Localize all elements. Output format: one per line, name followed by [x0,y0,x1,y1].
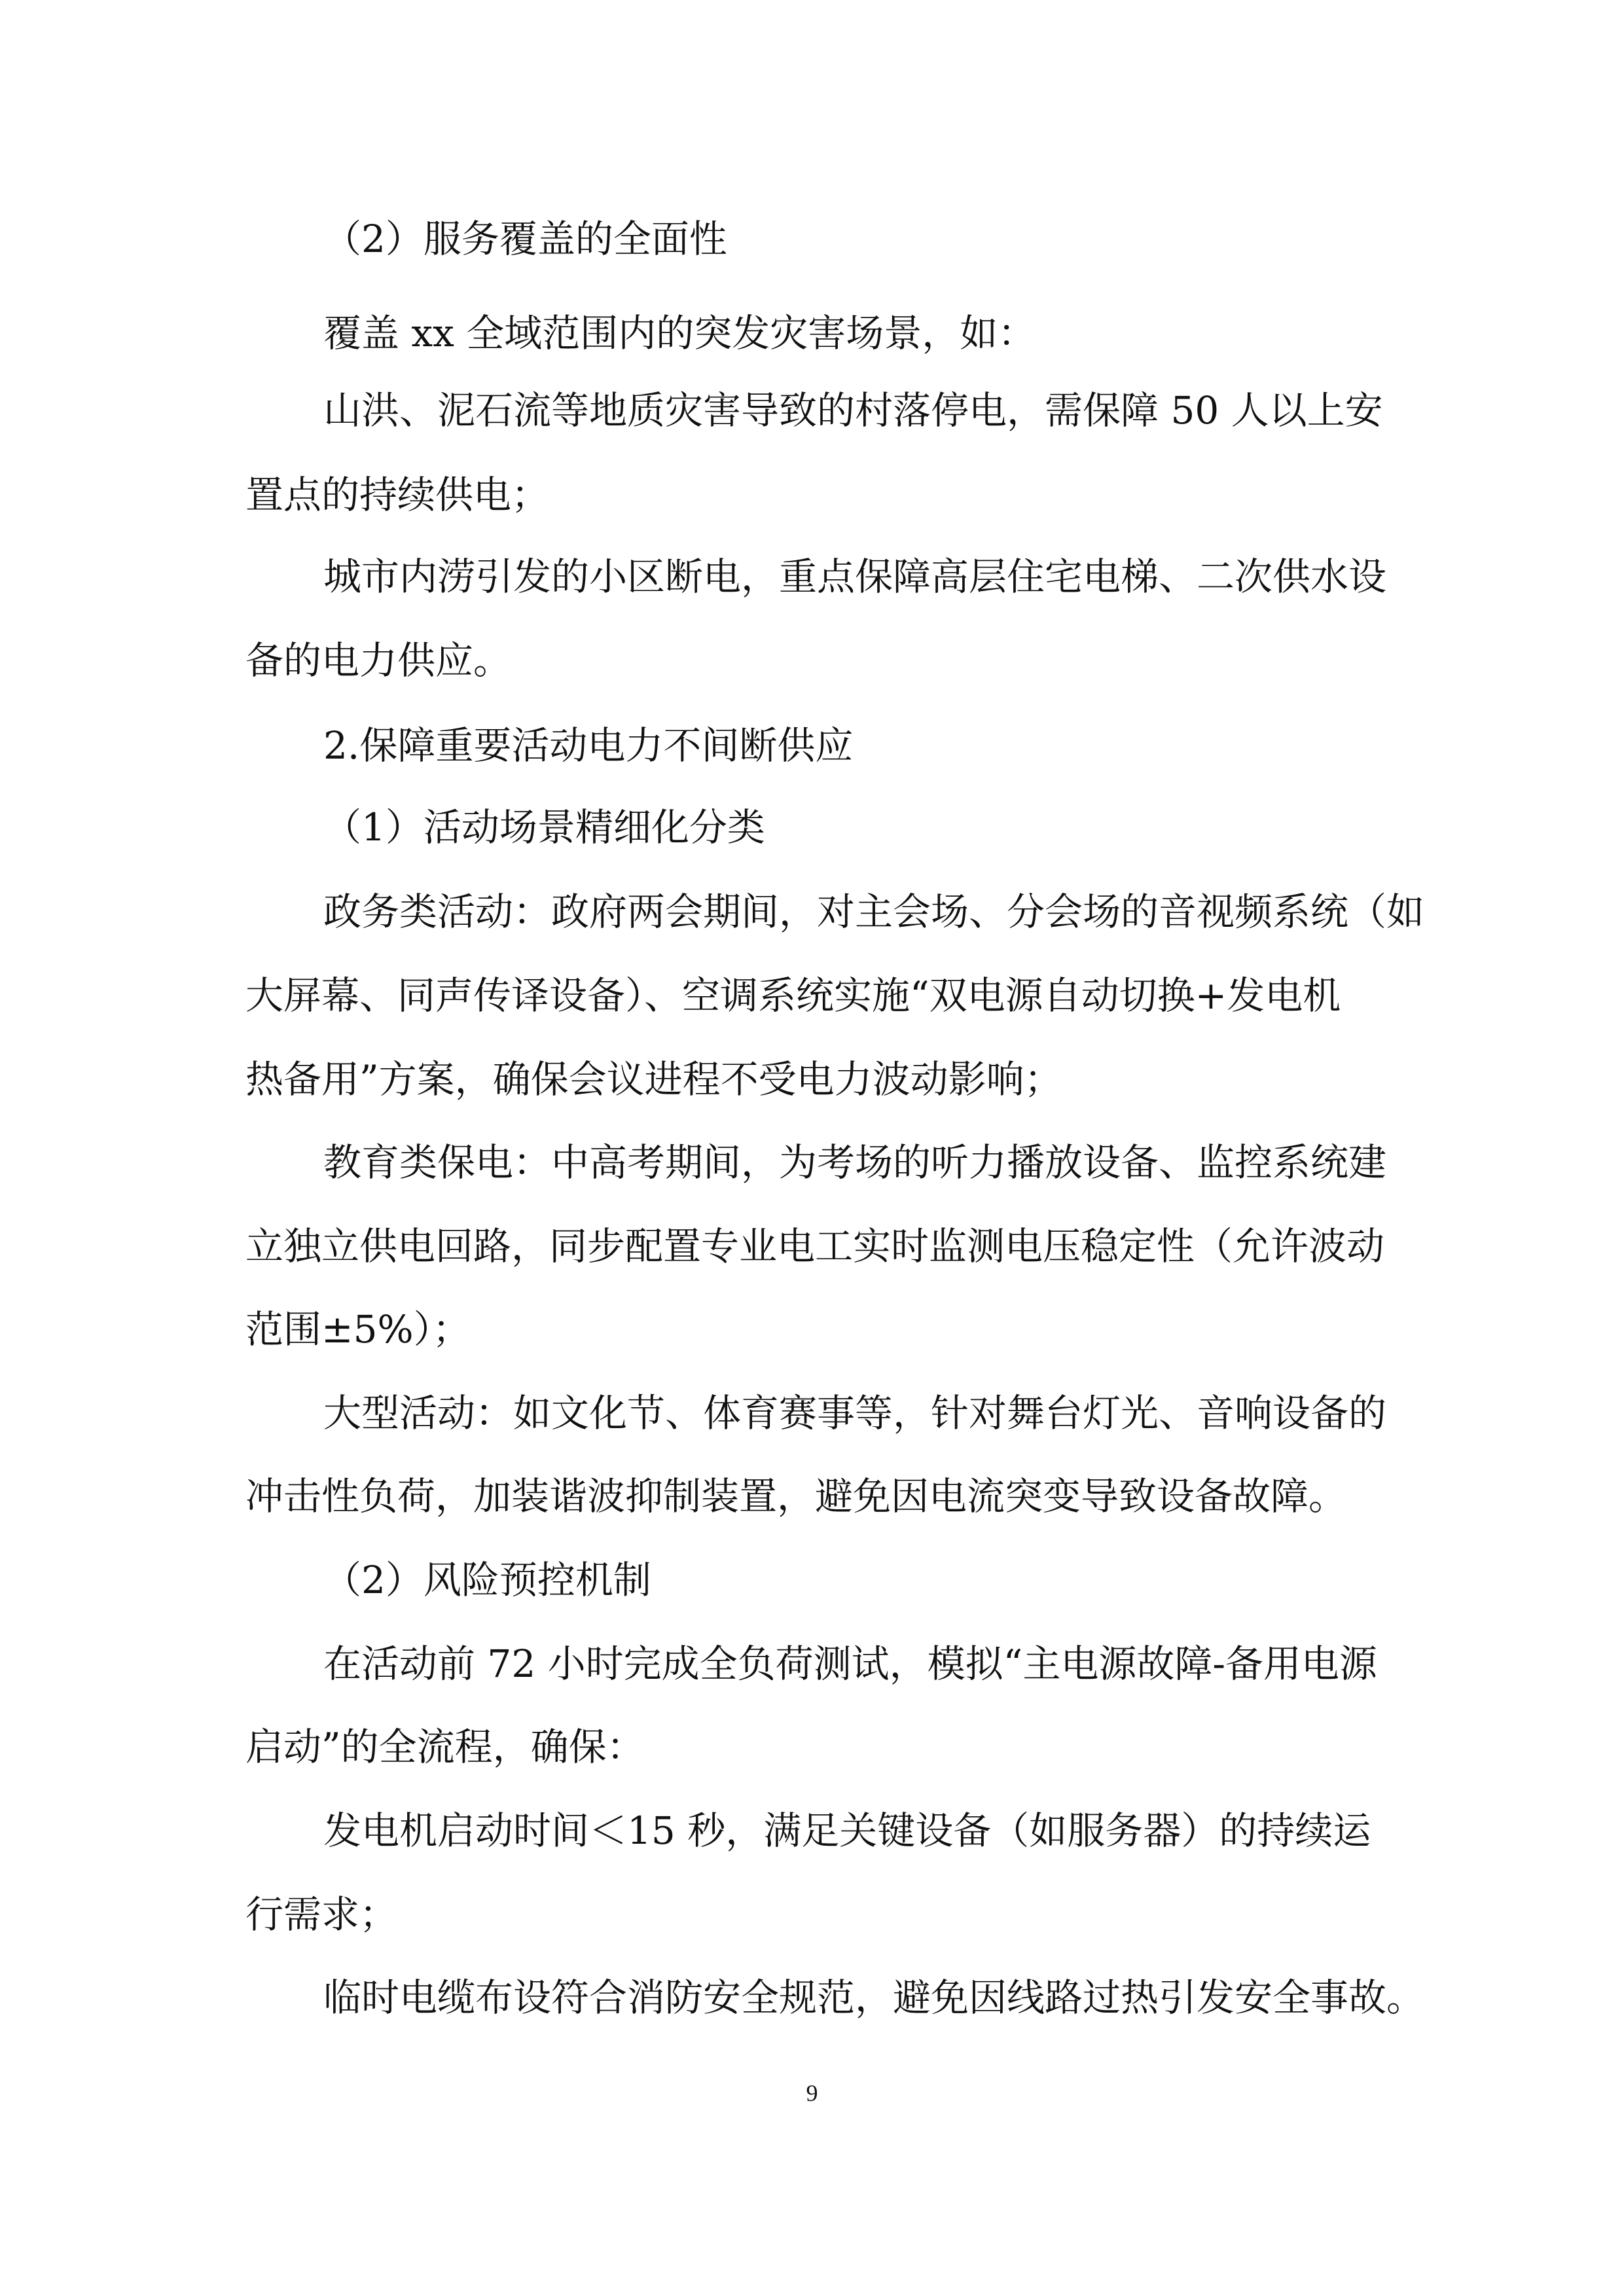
paragraph-line: 山洪、泥石流等地质灾害导致的村落停电，需保障 50 人以上安 [323,388,1383,433]
paragraph-line: 城市内涝引发的小区断电，重点保障高层住宅电梯、二次供水设 [323,554,1387,599]
subheading-event-classification: （1）活动场景精细化分类 [323,805,765,850]
paragraph-line: 立独立供电回路，同步配置专业电工实时监测电压稳定性（允许波动 [245,1224,1385,1268]
paragraph-line: 在活动前 72 小时完成全负荷测试，模拟“主电源故障-备用电源 [323,1641,1377,1686]
paragraph-line: 范围±5%）； [245,1307,471,1352]
paragraph-line: 热备用”方案，确保会议进程不受电力波动影响； [245,1057,1062,1102]
paragraph-line: 临时电缆布设符合消防安全规范，避免因线路过热引发安全事故。 [323,1975,1425,2020]
paragraph-line: 政务类活动：政府两会期间，对主会场、分会场的音视频系统（如 [323,889,1425,934]
paragraph-line: 备的电力供应。 [245,638,512,683]
paragraph-line: 发电机启动时间＜15 秒，满足关键设备（如服务器）的持续运 [323,1808,1371,1853]
paragraph-line: 冲击性负荷，加装谐波抑制装置，避免因电流突变导致设备故障。 [245,1474,1347,1518]
page-number: 9 [806,2080,818,2106]
paragraph-line: 置点的持续供电； [245,473,550,517]
subheading-risk-control: （2）风险预控机制 [323,1558,651,1602]
paragraph-line: 覆盖 xx 全域范围内的突发灾害场景，如： [323,311,1036,355]
paragraph-line: 大屏幕、同声传译设备）、空调系统实施“双电源自动切换+发电机 [245,973,1341,1018]
paragraph-line: 教育类保电：中高考期间，为考场的听力播放设备、监控系统建 [323,1140,1387,1185]
paragraph-line: 启动”的全流程，确保： [245,1725,645,1769]
section-heading-important-events: 2.保障重要活动电力不间断供应 [323,723,854,768]
paragraph-line: 行需求； [245,1892,398,1937]
subheading-service-coverage: （2）服务覆盖的全面性 [323,217,727,261]
paragraph-line: 大型活动：如文化节、体育赛事等，针对舞台灯光、音响设备的 [323,1391,1387,1435]
